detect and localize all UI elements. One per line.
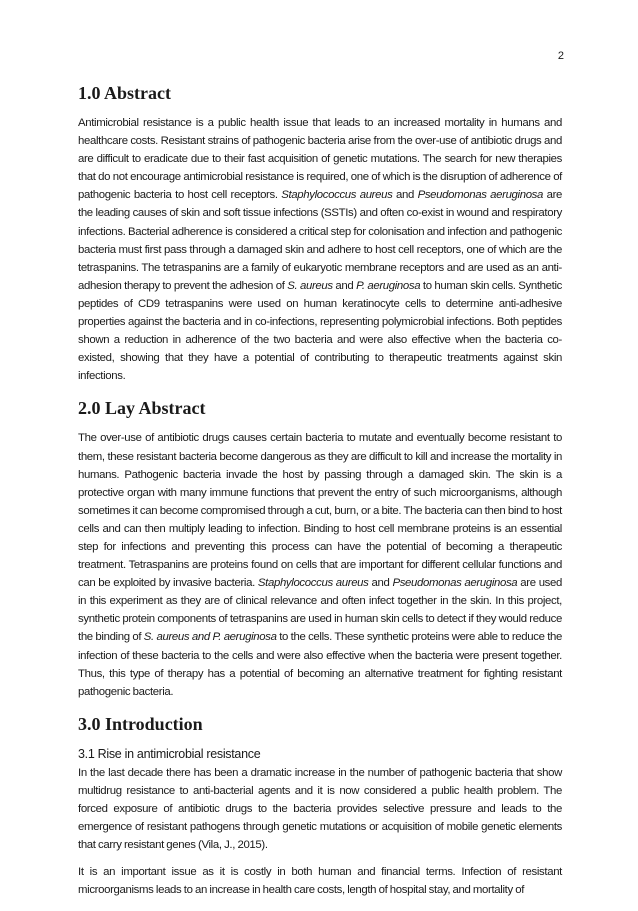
abstract-heading: 1.0 Abstract [78, 83, 171, 103]
italic-species-name: P. aeruginosa [356, 279, 421, 292]
introduction-heading: 3.0 Introduction [78, 713, 203, 734]
text-run: and [392, 189, 418, 202]
lay-abstract-paragraph [78, 429, 562, 700]
text-run: to human skin cells. Synthetic peptides of CD9 tetraspanins were used on human keratinocyte cells to determine anti-adhesive properties against the bacteria and in co-infections, representing polymicrobial infections. Both peptides shown a reduction in adherence of the two bacteria and were also effective when the bacteria co-existed, showing that they have a potential of contributing to therapeutic treatments against skin infections. [78, 279, 562, 383]
text-run: are the leading causes of skin and soft tissue infections (SSTIs) and often co-exist in wound and respiratory infections. Bacterial adherence is considered a critical step for colonisation and infection and pathogenic bacteria must first pass through a damaged skin and adhere to host cell receptors, one of which are the tetraspanins. The tetraspanins are a family of eukaryotic membrane receptors and are used as an anti-adhesion therapy to prevent the adhesion of [78, 189, 563, 292]
abstract-section [78, 82, 562, 385]
text-run: to the cells. These synthetic proteins were able to reduce the infection of these bacteria to the cells and were also effective when the bacteria were present together. Thus, this type of therapy has a potential of becoming an alternative treatment for fighting resistant pathogenic bacteria. [78, 631, 562, 698]
lay-abstract-section [78, 397, 562, 700]
italic-species-name: S. aureus and P. aeruginosa [143, 631, 277, 644]
introduction-subheading: 3.1 Rise in antimicrobial resistance [78, 746, 261, 761]
italic-species-name: Staphylococcus aureus [281, 189, 393, 202]
text-run: and [332, 279, 357, 292]
italic-species-name: Pseudomonas aeruginosa [392, 577, 518, 590]
italic-species-name: Staphylococcus aureus [257, 577, 369, 590]
introduction-paragraph-2: It is an important issue as it is costly in both human and financial terms. Infection of resistant microorganisms leads to an increase in health care costs, length of hospital stay, and mortality of [78, 866, 562, 897]
introduction-paragraph-1: In the last decade there has been a dramatic increase in the number of pathogenic bacteria that show multidrug resistance to anti-bacterial agents and it is now considered a public health problem. The forced exposure of antibiotic drugs to the bacteria provides selective pressure and leads to the emergence of resistant pathogens through genetic mutations or acquisition of mobile genetic elements that carry resistant genes (Vila, J., 2015). [78, 766, 562, 852]
text-run: Antimicrobial resistance is a public health issue that leads to an increased mortality in humans and healthcare costs. Resistant strains of pathogenic bacteria arise from the over-use of antibiotic drugs and are difficult to eradicate due to their fast acquisition of genetic mutations. The search for new therapies that do not encourage antimicrobial resistance is required, one of which is the disruption of adherence of pathogenic bacteria to host cell receptors. [78, 117, 562, 202]
text-run: The over-use of antibiotic drugs causes certain bacteria to mutate and eventually become resistant to them, these resistant bacteria become dangerous as they are difficult to kill and increase the mortality in humans. Pathogenic bacteria invade the host by passing through a damaged skin. The skin is a protective organ with many immune functions that prevent the entry of such microorganisms, although sometimes it can become compromised through a cut, burn, or a bite. The bacteria can then bind to host cells and can then multiply leading to infection. Binding to host cell membrane proteins is an essential step for infections and preventing this process can have the potential of becoming a therapeutic treatment. Tetraspanins are proteins found on cells that are important for different cellular functions and can be exploited by invasive bacteria. [78, 432, 562, 590]
document-body [78, 82, 562, 911]
italic-species-name: Pseudomonas aeruginosa [417, 189, 544, 202]
italic-species-name: S. aureus [287, 279, 333, 292]
page-number: 2 [557, 50, 564, 62]
text-run: are used in this experiment as they are of clinical relevance and often infect together in the skin. In this project, synthetic protein components of tetraspanins are used in human skin cells to detect if they would reduce the binding of [78, 577, 562, 644]
introduction-section [78, 713, 562, 900]
lay-abstract-heading: 2.0 Lay Abstract [78, 398, 206, 419]
abstract-paragraph [78, 114, 562, 385]
text-run: and [368, 577, 393, 590]
